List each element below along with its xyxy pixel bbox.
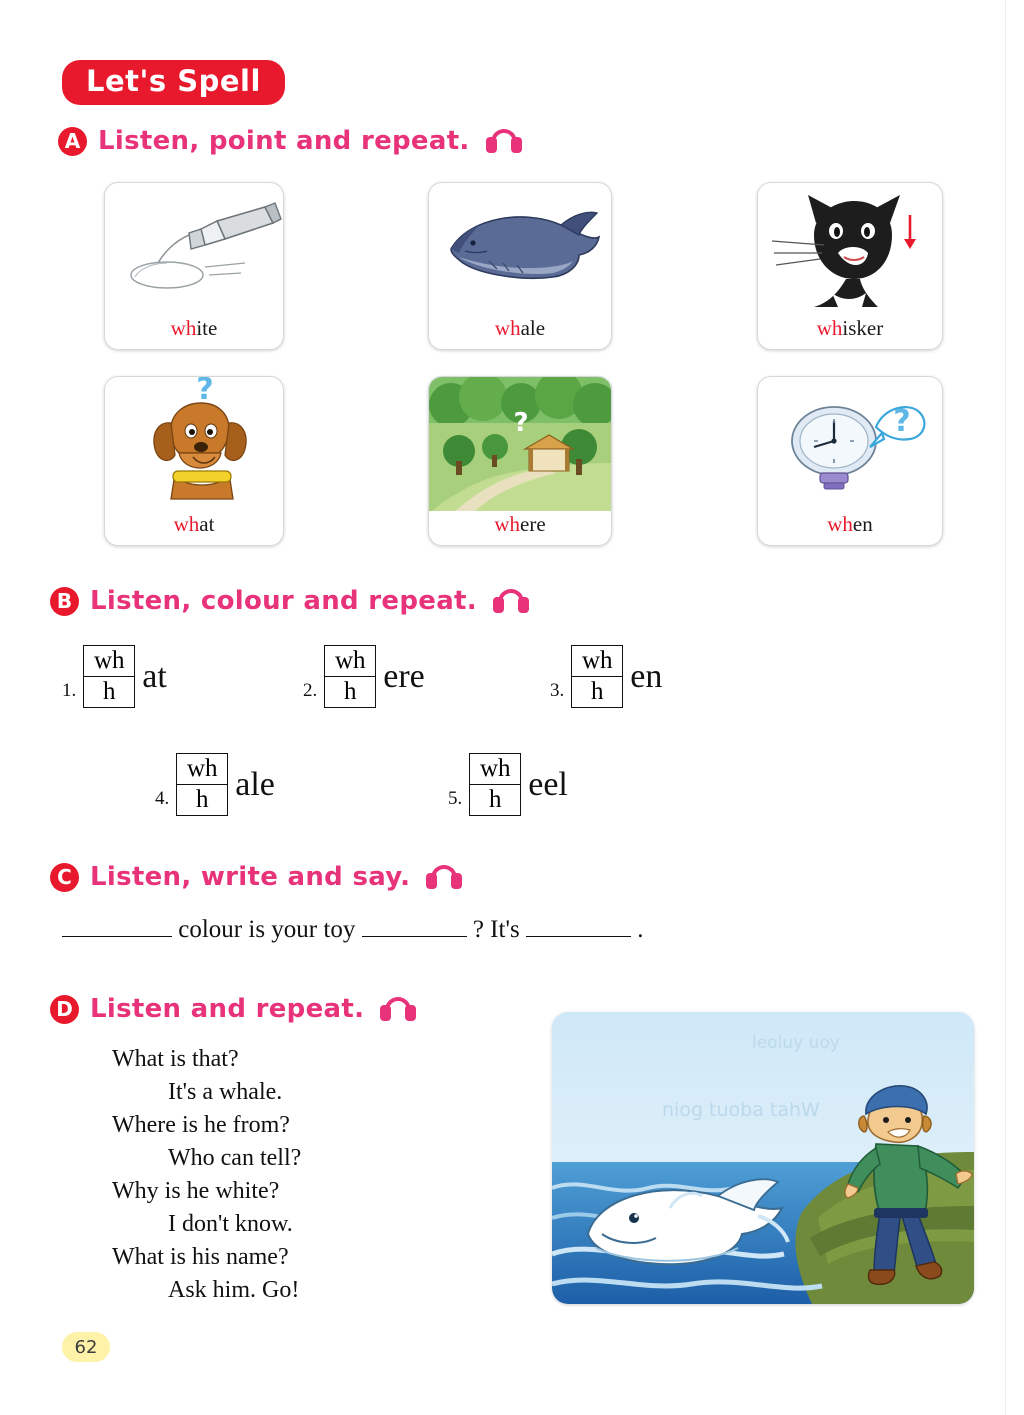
toothpaste-tube-icon xyxy=(105,183,283,315)
card-caption: whisker xyxy=(816,316,884,340)
section-b-heading xyxy=(50,586,530,616)
section-d-title: Listen and repeat. xyxy=(90,994,365,1024)
spell-item-2[interactable] xyxy=(303,645,425,708)
choice-bottom[interactable]: h xyxy=(103,678,116,705)
dog-question-icon xyxy=(105,377,283,511)
choice-top[interactable]: wh xyxy=(84,646,134,677)
choice-box[interactable] xyxy=(571,645,623,708)
park-landscape-icon xyxy=(429,377,611,511)
section-c-title: Listen, write and say. xyxy=(90,862,411,892)
picture-card-where[interactable] xyxy=(428,376,612,546)
section-a-letter: A xyxy=(58,127,87,156)
choice-top[interactable]: wh xyxy=(325,646,375,677)
svg-text:?: ? xyxy=(893,404,911,439)
spell-item-5[interactable] xyxy=(448,753,568,816)
chant-line: I don't know. xyxy=(168,1211,293,1237)
chant-line: It's a whale. xyxy=(168,1079,283,1105)
spell-item-1[interactable] xyxy=(62,645,167,708)
choice-top[interactable]: wh xyxy=(177,754,227,785)
spell-item-4[interactable] xyxy=(155,753,275,816)
picture-card-white[interactable] xyxy=(104,182,284,350)
answer-blank-3[interactable] xyxy=(526,936,631,937)
answer-blank-1[interactable] xyxy=(62,936,172,937)
chant-line: What is that? xyxy=(112,1046,239,1072)
section-d-heading xyxy=(50,994,417,1024)
choice-bottom[interactable]: h xyxy=(489,786,502,813)
choice-bottom[interactable]: h xyxy=(344,678,357,705)
chant-line: Why is he white? xyxy=(112,1178,280,1204)
section-a-heading xyxy=(58,126,523,156)
choice-box[interactable] xyxy=(469,753,521,816)
svg-text:niog tuoba tahW: niog tuoba tahW xyxy=(662,1099,820,1121)
svg-text:leoluy uoy: leoluy uoy xyxy=(752,1033,840,1053)
choice-box[interactable] xyxy=(83,645,135,708)
chant-line: Ask him. Go! xyxy=(168,1277,300,1303)
sentence-text-2: ? It's xyxy=(472,916,520,943)
headphones-icon xyxy=(485,128,523,154)
choice-box[interactable] xyxy=(176,753,228,816)
choice-bottom[interactable]: h xyxy=(591,678,604,705)
page-number: 62 xyxy=(62,1332,110,1362)
page-title: Let's Spell xyxy=(62,60,285,105)
svg-text:?: ? xyxy=(196,377,214,407)
answer-blank-2[interactable] xyxy=(362,936,467,937)
chant-line: Who can tell? xyxy=(168,1145,302,1171)
section-b-title: Listen, colour and repeat. xyxy=(90,586,477,616)
page-edge-line xyxy=(1005,0,1006,1415)
chant-illustration xyxy=(552,1012,974,1304)
section-b-letter: B xyxy=(50,587,79,616)
item-number: 3. xyxy=(550,680,565,701)
word-remainder: en xyxy=(630,657,663,695)
card-caption: when xyxy=(827,512,873,536)
section-c-letter: C xyxy=(50,863,79,892)
chant-verse xyxy=(112,1043,301,1307)
clock-question-icon xyxy=(758,377,942,511)
sentence-text-1: colour is your toy xyxy=(178,916,356,943)
card-caption: whale xyxy=(494,316,546,340)
word-remainder: ere xyxy=(383,657,425,695)
item-number: 4. xyxy=(155,788,170,809)
choice-box[interactable] xyxy=(324,645,376,708)
fill-in-sentence xyxy=(62,916,643,944)
picture-card-what[interactable] xyxy=(104,376,284,546)
sentence-text-3: . xyxy=(637,916,644,943)
whale-icon xyxy=(429,183,611,315)
spell-item-3[interactable] xyxy=(550,645,662,708)
headphones-icon xyxy=(492,588,530,614)
svg-text:?: ? xyxy=(513,408,529,438)
section-a-title: Listen, point and repeat. xyxy=(98,126,470,156)
section-c-heading xyxy=(50,862,463,892)
word-remainder: at xyxy=(142,657,167,695)
card-caption: white xyxy=(170,316,218,340)
chant-line: Where is he from? xyxy=(112,1112,290,1138)
card-caption: where xyxy=(494,512,546,536)
choice-top[interactable]: wh xyxy=(572,646,622,677)
item-number: 1. xyxy=(62,680,77,701)
picture-card-whisker[interactable] xyxy=(757,182,943,350)
choice-top[interactable]: wh xyxy=(470,754,520,785)
chant-line: What is his name? xyxy=(112,1244,289,1270)
word-remainder: eel xyxy=(528,765,568,803)
black-cat-whisker-icon xyxy=(758,183,942,315)
word-remainder: ale xyxy=(235,765,275,803)
card-caption: what xyxy=(173,512,215,536)
headphones-icon xyxy=(379,996,417,1022)
headphones-icon xyxy=(425,864,463,890)
choice-bottom[interactable]: h xyxy=(196,786,209,813)
picture-card-whale[interactable] xyxy=(428,182,612,350)
item-number: 2. xyxy=(303,680,318,701)
section-d-letter: D xyxy=(50,995,79,1024)
picture-card-when[interactable] xyxy=(757,376,943,546)
item-number: 5. xyxy=(448,788,463,809)
